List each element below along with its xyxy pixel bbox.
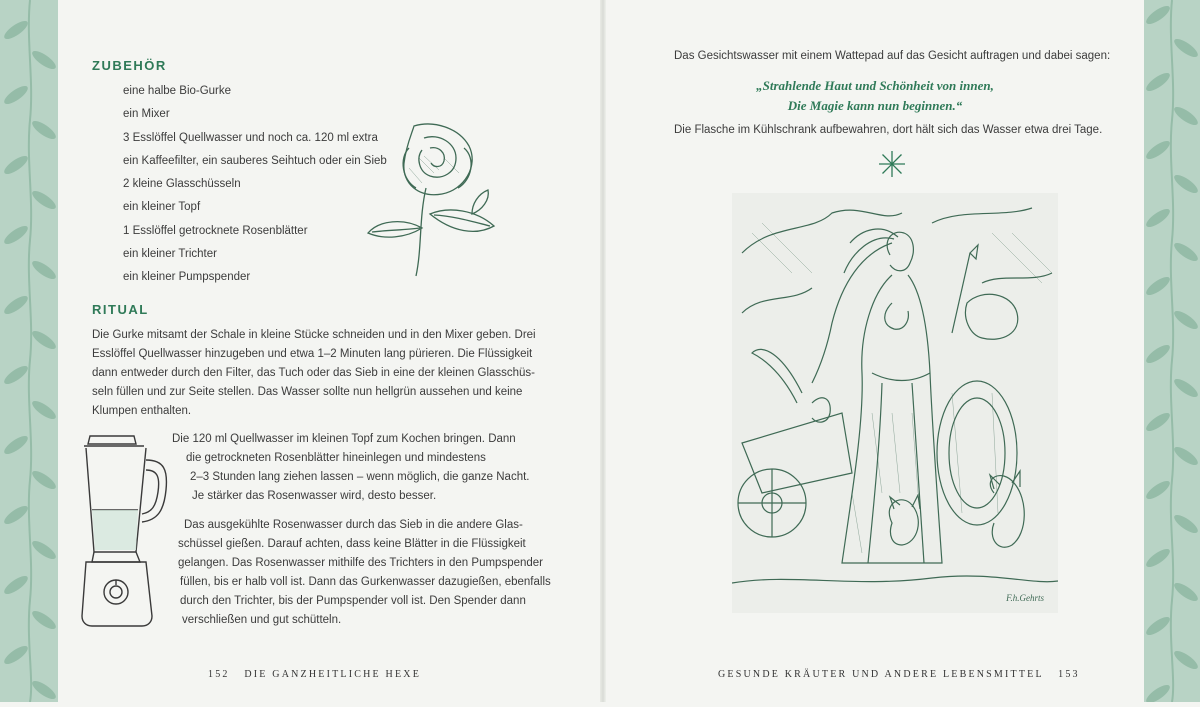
text-line: Die 120 ml Quellwasser im kleinen Topf zum Kochen bringen. Dann — [172, 433, 516, 445]
storage-text: Die Flasche im Kühlschrank aufbewahren, dort hält sich das Wasser etwa drei Tage. — [674, 124, 1103, 136]
list-item: ein kleiner Pumpspender — [123, 271, 251, 284]
leaf-pattern-icon — [1144, 0, 1200, 702]
text-line: dann entweder durch den Filter, das Tuch oder das Sieb in eine der kleinen Glasschüs- — [92, 367, 536, 379]
text-line: füllen, bis er halb voll ist. Dann das Gurkenwasser dazugießen, ebenfalls — [180, 576, 551, 588]
list-item: ein kleiner Trichter — [123, 248, 217, 261]
ritual-paragraph-1 — [92, 326, 582, 421]
text-line: die getrockneten Rosenblätter hineinlegen und mindestens — [186, 452, 486, 464]
quote-line: „Strahlende Haut und Schönheit von innen, — [756, 78, 994, 93]
list-item: ein Mixer — [123, 108, 170, 121]
list-item: eine halbe Bio-Gurke — [123, 85, 232, 97]
artist-signature: F.h.Gehrts — [1006, 593, 1044, 603]
heading-tools: ZUBEHÖR — [92, 58, 167, 73]
blender-illustration-icon — [72, 430, 172, 635]
page-number: 153 — [1058, 669, 1080, 680]
ritual-paragraph-3 — [178, 516, 588, 630]
intro-text: Das Gesichtswasser mit einem Wattepad auf das Gesicht auftragen und dabei sagen: — [674, 50, 1111, 62]
list-item: ein kleiner Topf — [123, 201, 201, 214]
text-line: Je stärker das Rosenwasser wird, desto besser. — [192, 490, 437, 502]
text-line: verschließen und gut schütteln. — [182, 614, 342, 626]
quote-line: Die Magie kann nun beginnen.“ — [787, 98, 963, 113]
goddess-engraving-illustration — [732, 193, 1058, 613]
leaf-pattern-icon — [0, 0, 58, 702]
rose-illustration-icon — [364, 118, 504, 278]
list-item: 1 Esslöffel getrocknete Rosenblätter — [123, 224, 308, 237]
text-line: Das ausgekühlte Rosenwasser durch das Sieb in die andere Glas- — [184, 519, 523, 531]
text-line: schüssel gießen. Darauf achten, dass keine Blätter in die Flüssigkeit — [178, 538, 526, 550]
ritual-paragraph-2 — [172, 430, 572, 506]
text-line: durch den Trichter, bis der Pumpspender voll ist. Den Spender dann — [180, 595, 526, 607]
running-title: GESUNDE KRÄUTER UND ANDERE LEBENSMITTEL — [718, 669, 1044, 680]
text-line: seln füllen und zur Seite stellen. Das Wasser sollte nun hellgrün aussehen und keine — [92, 386, 523, 398]
list-item: 3 Esslöffel Quellwasser und noch ca. 120 ml extra — [123, 131, 378, 144]
left-page — [58, 0, 600, 702]
engraving-frame — [732, 193, 1058, 613]
page-footer-left — [208, 669, 421, 680]
leaf-border-left — [0, 0, 58, 702]
list-item: ein Kaffeefilter, ein sauberes Seihtuch oder ein Sieb — [123, 154, 387, 167]
text-line: Esslöffel Quellwasser hinzugeben und etwa 1–2 Minuten lang pürieren. Die Flüssigkeit — [92, 348, 533, 360]
text-line: Klumpen enthalten. — [92, 405, 192, 417]
text-line: 2–3 Stunden lang ziehen lassen – wenn möglich, die ganze Nacht. — [190, 471, 530, 483]
list-item: 2 kleine Glasschüsseln — [123, 178, 241, 191]
page-number: 152 — [208, 669, 230, 680]
heading-ritual: RITUAL — [92, 302, 149, 317]
page-footer-right — [718, 669, 1080, 680]
tools-list — [123, 80, 387, 290]
text-line: Die Gurke mitsamt der Schale in kleine Stücke schneiden und in den Mixer geben. Drei — [92, 329, 536, 341]
running-title: DIE GANZHEITLICHE HEXE — [244, 669, 422, 680]
leaf-border-right — [1144, 0, 1200, 702]
text-line: gelangen. Das Rosenwasser mithilfe des Trichters in den Pumpspender — [178, 557, 543, 569]
right-page — [606, 0, 1144, 702]
star-ornament-icon — [877, 149, 907, 179]
incantation-quote — [606, 76, 1144, 116]
